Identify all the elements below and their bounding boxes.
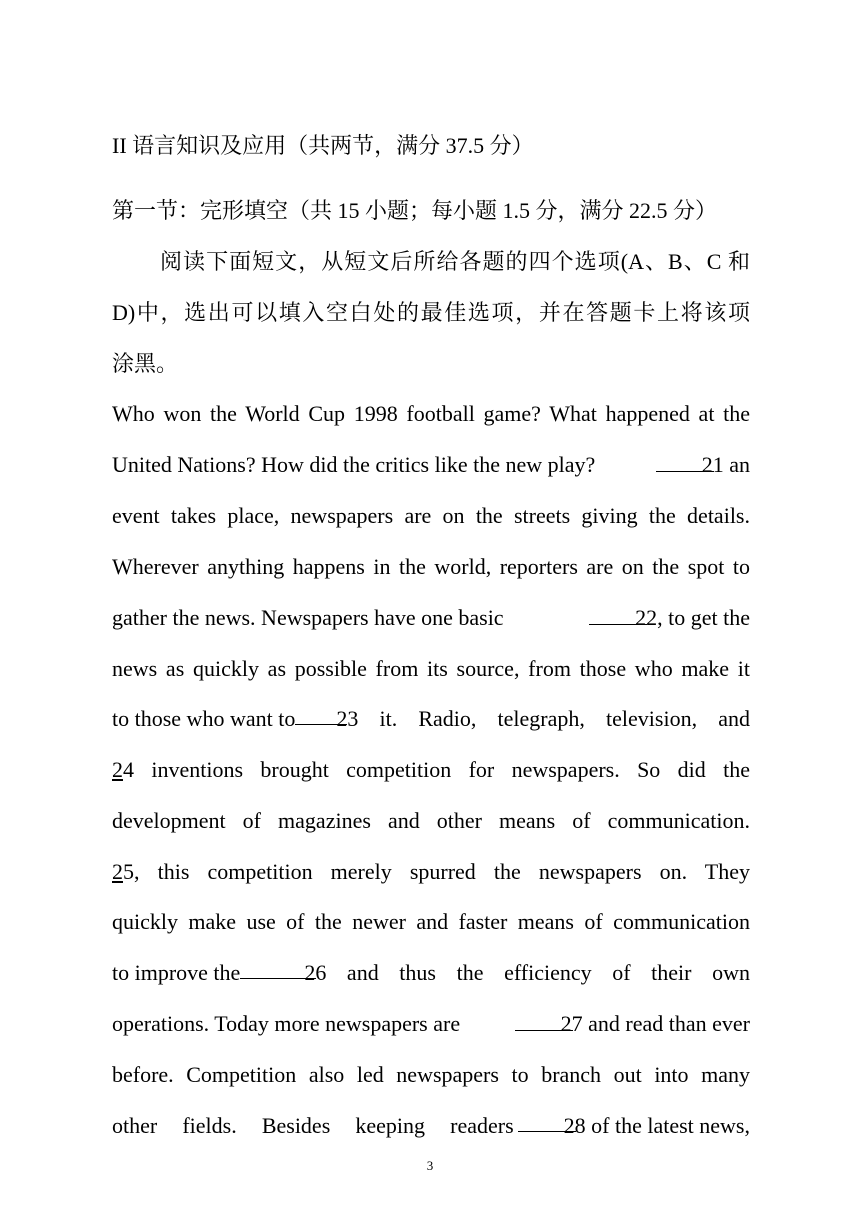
passage-line-12 bbox=[112, 958, 750, 988]
instruction-line-3: 涂黑。 bbox=[112, 351, 179, 376]
passage-line-3: event takes place, newspapers are on the streets giving the details. bbox=[112, 503, 750, 528]
passage-line-13 bbox=[112, 1009, 750, 1039]
passage-text: gather the news. Newspapers have one basic bbox=[112, 605, 504, 630]
passage-line-5 bbox=[112, 603, 750, 633]
passage-line-1: Who won the World Cup 1998 football game? What happened at the bbox=[112, 401, 750, 426]
passage-line-2 bbox=[112, 450, 750, 480]
passage-text: 23 it. Radio, telegraph, television, and bbox=[336, 706, 750, 731]
passage-line-6: news as quickly as possible from its source, from those who make it bbox=[112, 656, 750, 681]
passage-line-15 bbox=[112, 1111, 750, 1141]
passage-text: other fields. Besides keeping readers bbox=[112, 1113, 514, 1138]
passage-line-9: development of magazines and other means of communication. bbox=[112, 808, 750, 833]
passage-line-4: Wherever anything happens in the world, reporters are on the spot to bbox=[112, 554, 750, 579]
passage-line-7 bbox=[112, 704, 750, 734]
passage-text: operations. Today more newspapers are bbox=[112, 1011, 461, 1036]
passage-text: to those who want to bbox=[112, 706, 296, 731]
passage-text: 26 and thus the efficiency of their own bbox=[304, 960, 750, 985]
passage-text: United Nations? How did the critics like the new play? bbox=[112, 452, 596, 477]
passage-line-11: quickly make use of the newer and faster means of communication bbox=[112, 909, 750, 934]
instruction-line-2: D)中，选出可以填入空白处的最佳选项，并在答题卡上将该项 bbox=[112, 300, 750, 325]
instruction-line-1: 阅读下面短文，从短文后所给各题的四个选项(A、B、C 和 bbox=[160, 249, 750, 274]
passage-text: to improve the bbox=[112, 960, 241, 985]
passage-line-8: 24 inventions brought competition for newspapers. So did the bbox=[112, 757, 750, 782]
blank-21: 21 an bbox=[656, 450, 750, 480]
blank-22: 22, to get the bbox=[589, 603, 750, 633]
page-number: 3 bbox=[426, 1158, 434, 1173]
passage-text: 28 of the latest news, bbox=[563, 1113, 750, 1138]
section-heading: II 语言知识及应用（共两节，满分 37.5 分） bbox=[112, 133, 534, 158]
passage-line-10: 25, this competition merely spurred the newspapers on. They bbox=[112, 859, 750, 884]
passage-line-14: before. Competition also led newspapers to branch out into many bbox=[112, 1062, 750, 1087]
blank-27: 27 and read than ever bbox=[515, 1009, 750, 1039]
part-title: 第一节：完形填空（共 15 小题；每小题 1.5 分，满分 22.5 分） bbox=[112, 198, 718, 223]
